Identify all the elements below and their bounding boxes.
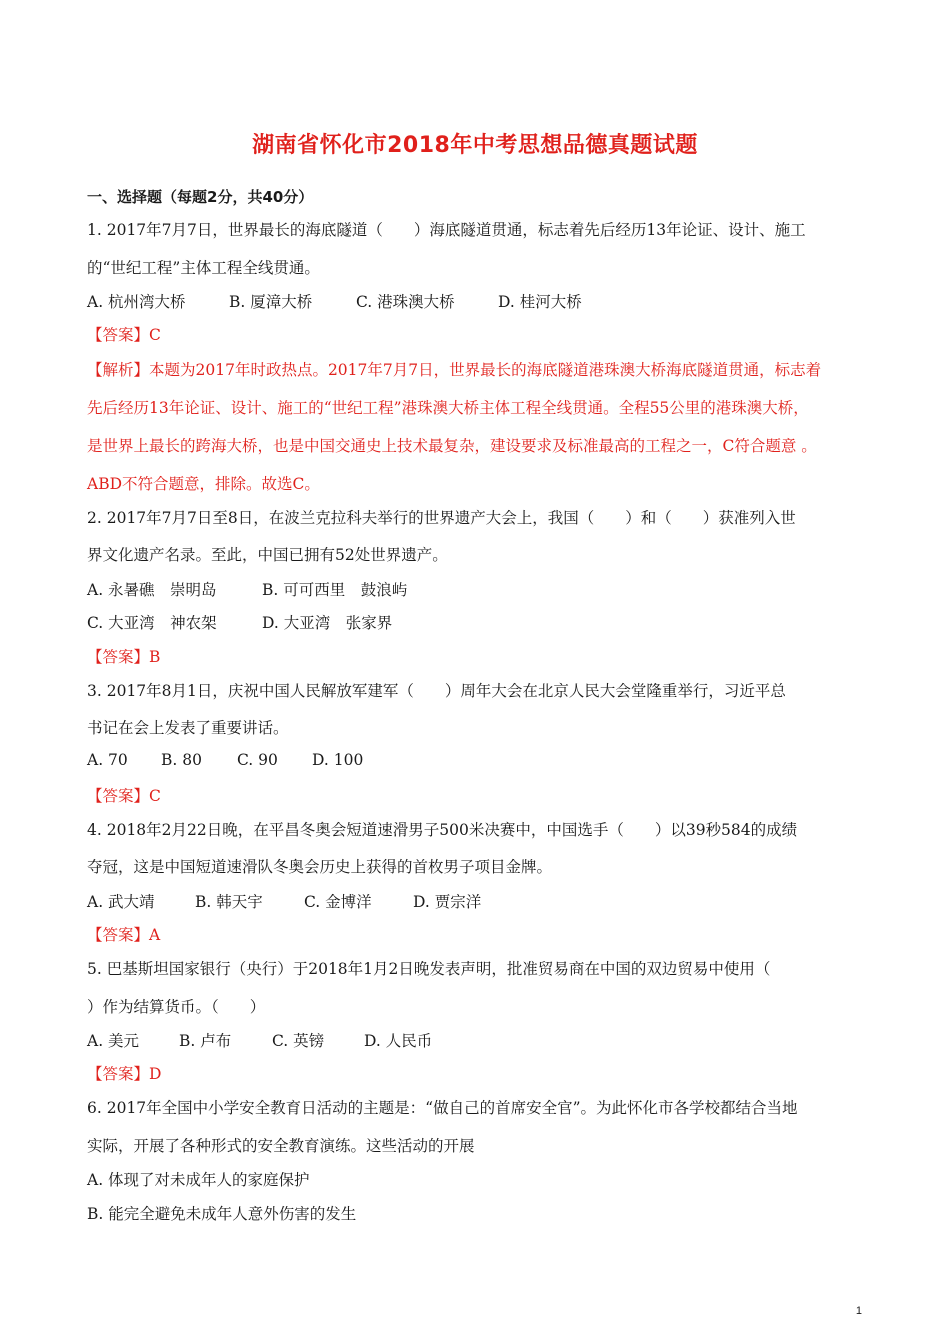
q2-answer: 【答案】B [87, 648, 161, 666]
q1-answer: 【答案】C [87, 326, 161, 344]
q2-options-row2 [87, 611, 392, 633]
q3-option-b: B. 80 [161, 751, 202, 769]
q2-options-row1 [87, 578, 407, 600]
page-number: 1 [855, 1305, 862, 1317]
q3-options [87, 751, 363, 769]
q4-stem-line1: 4. 2018年2月22日晚，在平昌冬奥会短道速滑男子500米决赛中，中国选手（ ）以39秒584的成绩 [87, 821, 798, 839]
q5-options [87, 1029, 432, 1051]
q1-option-d: D. 桂河大桥 [498, 293, 582, 311]
q1-analysis-line4: ABD不符合题意，排除。故选C。 [87, 475, 320, 493]
q2-option-a: A. 永暑礁 崇明岛 [87, 581, 217, 599]
q2-stem-line1: 2. 2017年7月7日至8日，在波兰克拉科夫举行的世界遗产大会上，我国（ ）和（ ）获准列入世 [87, 509, 796, 527]
q4-options [87, 890, 481, 912]
q2-option-c: C. 大亚湾 神农架 [87, 614, 217, 632]
q1-stem-line1: 1. 2017年7月7日，世界最长的海底隧道（ ）海底隧道贯通，标志着先后经历13年论证、设计、施工 [87, 221, 806, 239]
q6-stem-line1: 6. 2017年全国中小学安全教育日活动的主题是：“做自己的首席安全官”。为此怀化市各学校都结合当地 [87, 1099, 798, 1117]
page-title: 湖南省怀化市2018年中考思想品德真题试题 [252, 133, 698, 158]
q1-analysis-line1: 【解析】本题为2017年时政热点。2017年7月7日，世界最长的海底隧道港珠澳大桥海底隧道贯通，标志着 [87, 361, 822, 379]
q4-option-a: A. 武大靖 [87, 893, 155, 911]
q1-option-b: B. 厦漳大桥 [229, 293, 313, 311]
q5-option-c: C. 英镑 [272, 1032, 325, 1050]
q2-stem-line2: 界文化遗产名录。至此，中国已拥有52处世界遗产。 [87, 546, 448, 564]
q6-stem-line2: 实际，开展了各种形式的安全教育演练。这些活动的开展 [87, 1137, 475, 1155]
q3-option-c: C. 90 [237, 751, 278, 769]
q4-stem-line2: 夺冠，这是中国短道速滑队冬奥会历史上获得的首枚男子项目金牌。 [87, 858, 553, 876]
q3-stem-line1: 3. 2017年8月1日，庆祝中国人民解放军建军（ ）周年大会在北京人民大会堂隆重举行，习近平总 [87, 682, 786, 700]
q3-answer: 【答案】C [87, 787, 161, 805]
section-heading: 一、选择题（每题2分，共40分） [87, 188, 314, 206]
q6-option-b: B. 能完全避免未成年人意外伤害的发生 [87, 1205, 357, 1223]
q5-option-b: B. 卢布 [179, 1032, 232, 1050]
q2-option-d: D. 大亚湾 张家界 [262, 614, 393, 632]
q5-stem-line2: ）作为结算货币。（ ） [87, 998, 266, 1016]
q2-option-b: B. 可可西里 鼓浪屿 [262, 581, 408, 599]
q4-option-b: B. 韩天宇 [195, 893, 263, 911]
q1-options [87, 290, 582, 312]
q3-option-d: D. 100 [312, 751, 364, 769]
q4-option-d: D. 贾宗洋 [413, 893, 482, 911]
q1-analysis-line3: 是世界上最长的跨海大桥，也是中国交通史上技术最复杂，建设要求及标准最高的工程之一，C符合题意 。 [87, 437, 817, 455]
q5-answer: 【答案】D [87, 1065, 162, 1083]
q1-option-a: A. 杭州湾大桥 [87, 293, 186, 311]
q1-stem-line2: 的“世纪工程”主体工程全线贯通。 [87, 259, 320, 277]
q3-option-a: A. 70 [87, 751, 128, 769]
q5-stem-line1: 5. 巴基斯坦国家银行（央行）于2018年1月2日晚发表声明，批准贸易商在中国的双边贸易中使用（ [87, 960, 771, 978]
q4-answer: 【答案】A [87, 926, 161, 944]
q1-analysis-line2: 先后经历13年论证、设计、施工的“世纪工程”港珠澳大桥主体工程全线贯通。全程55公里的港珠澳大桥， [87, 399, 809, 417]
q5-option-a: A. 美元 [87, 1032, 140, 1050]
q5-option-d: D. 人民币 [364, 1032, 433, 1050]
q1-option-c: C. 港珠澳大桥 [356, 293, 455, 311]
q3-stem-line2: 书记在会上发表了重要讲话。 [87, 719, 289, 737]
q4-option-c: C. 金博洋 [304, 893, 372, 911]
q6-option-a: A. 体现了对未成年人的家庭保护 [87, 1171, 310, 1189]
